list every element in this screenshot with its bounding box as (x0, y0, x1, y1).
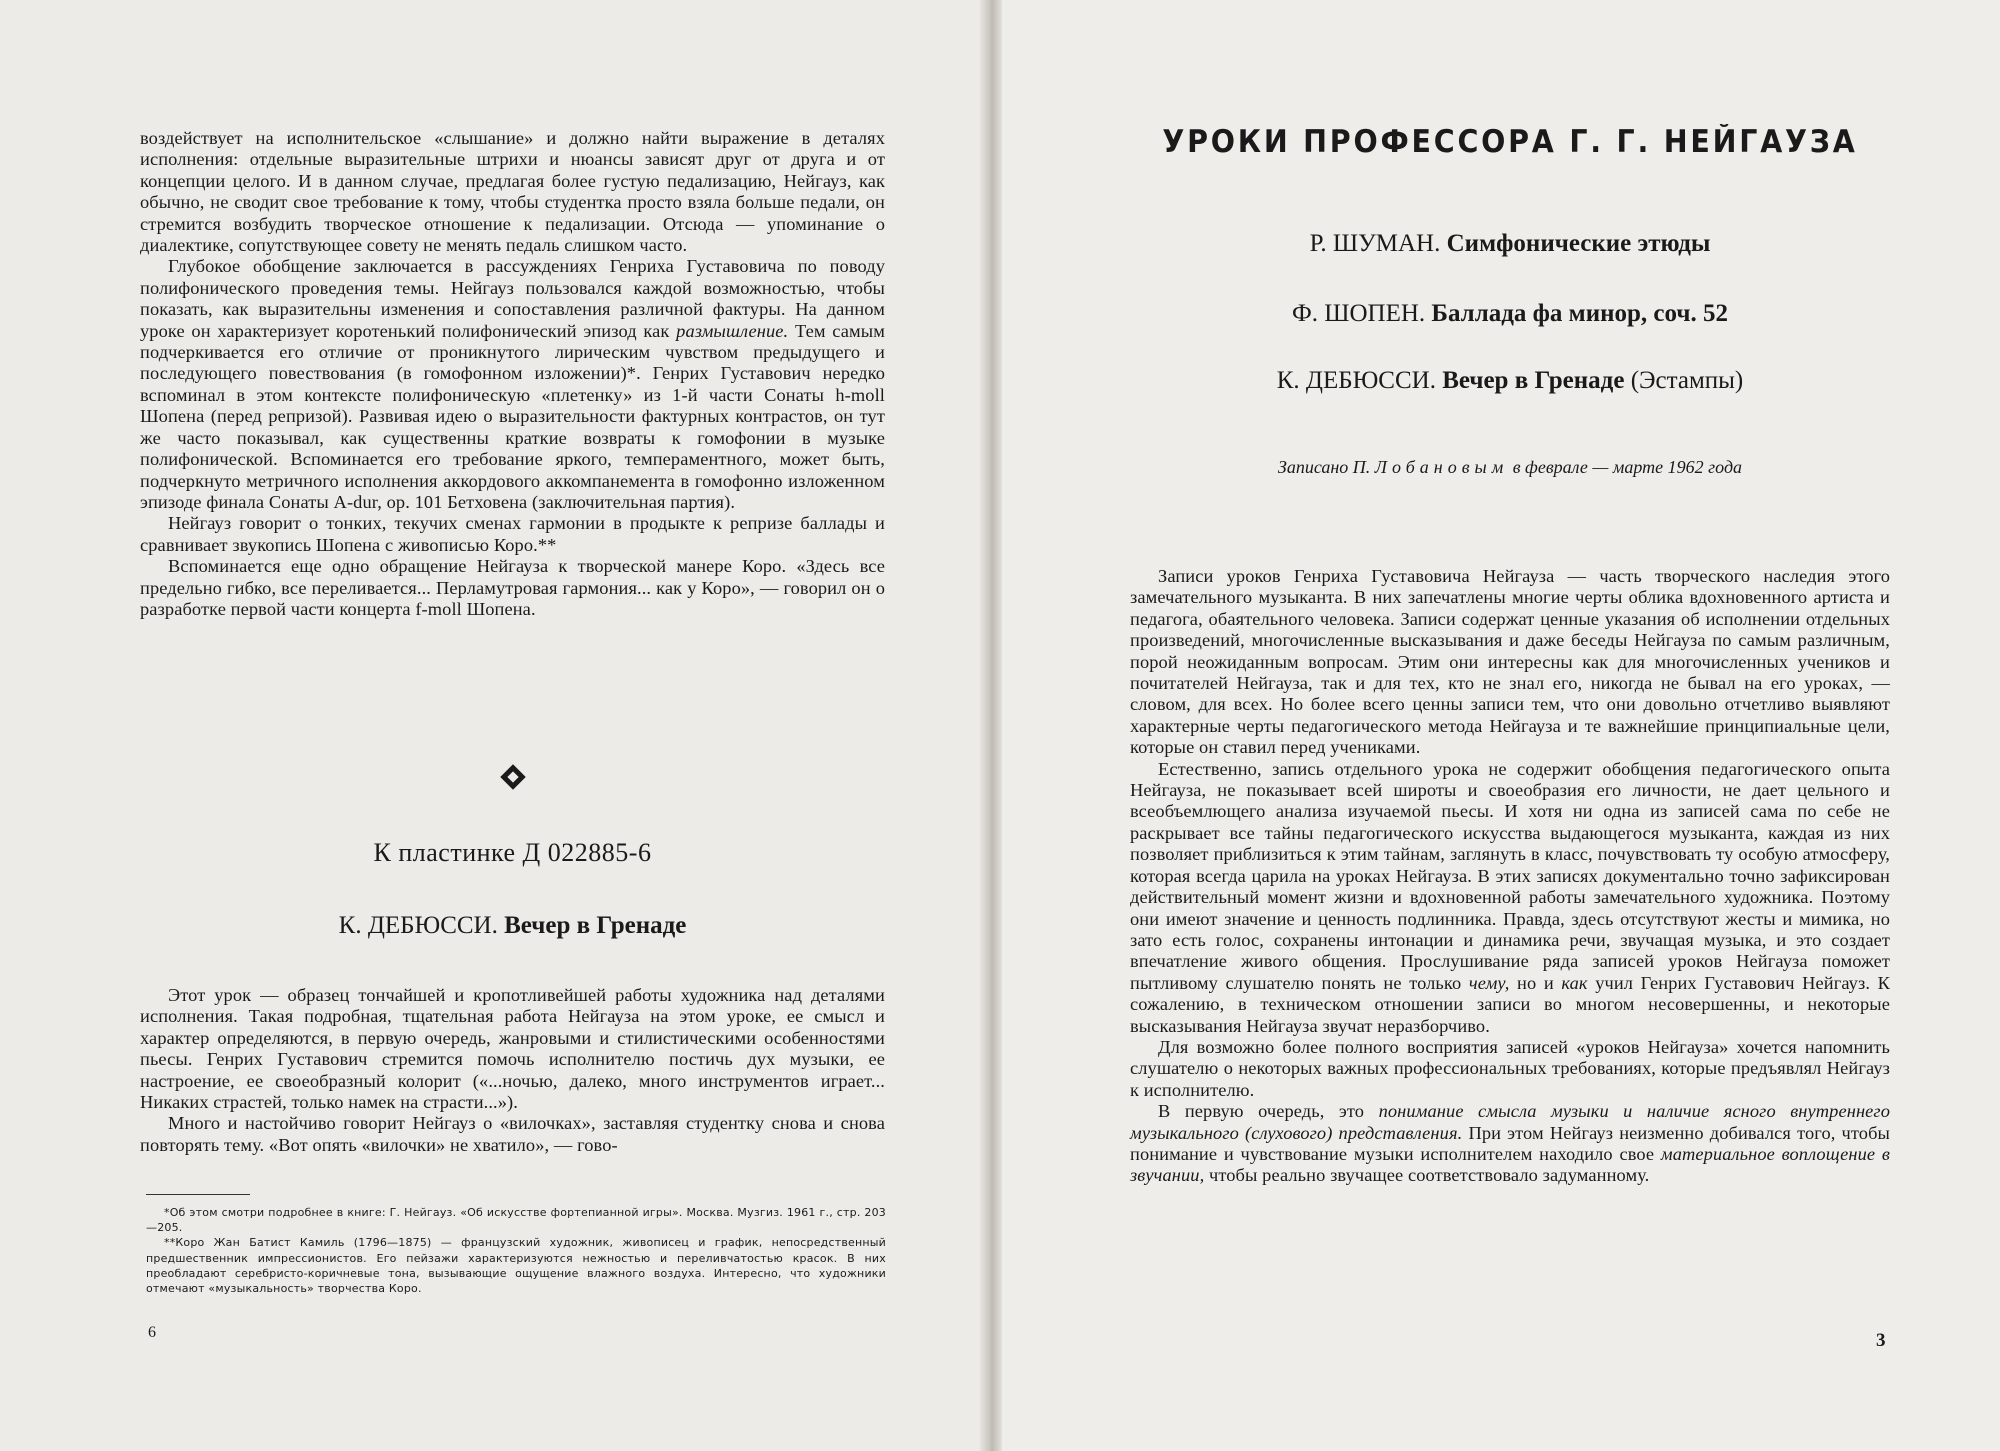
right-text-column (1130, 566, 1890, 1187)
book-gutter (980, 0, 1002, 1451)
left-paragraph: Глубокое обобщение заключается в рассуждениях Генриха Густавовича по поводу полифонического проведения темы. Нейгауз пользовался каждой возможностью, чтобы показать, как выразительны изменения и сопоставления различной фактуры. На данном уроке он характеризует коротенький полифонический эпизод как размышление. Тем самым подчеркивается его отличие от проникнутого лирическим чувством предыдущего и последующего повествования (в гомофонном изложении)*. Генрих Густавович нередко вспоминал в этом контексте полифоническую «плетенку» из 1-й части Сонаты h-moll Шопена (перед репризой). Развивая идею о выразительности фактурных контрастов, он тут же часто показывал, как существенны краткие возвраты к гомофонии в музыке полифонической. Вспоминается его требование яркого, темпераментного, может быть, подчеркнуто метричного исполнения аккордового аккомпанемента в гомофонно изложенном эпизоде финала Сонаты A-dur, op. 101 Бетховена (заключительная партия). (140, 256, 885, 512)
left-lesson-text (140, 985, 885, 1156)
footnote: *Об этом смотри подробнее в книге: Г. Нейгауз. «Об искусстве фортепианной игры». Москва. Музгиз. 1961 г., стр. 203—205. (146, 1206, 886, 1235)
composer-name: К. ДЕБЮССИ. (1276, 367, 1436, 394)
page-title: УРОКИ ПРОФЕССОРА Г. Г. НЕЙГАУЗА (1162, 124, 1858, 160)
composer-name: Р. ШУМАН. (1309, 230, 1441, 257)
page-number: 3 (1876, 1330, 1886, 1351)
right-paragraph: Естественно, запись отдельного урока не содержит обобщения педагогического опыта Нейгауза, не показывает всей широты и своеобразия его личности, не дает цельного и всеобъемлющего анализа изучаемой пьесы. И хотя ни одна из записей сама по себе не раскрывает все тайны педагогического искусства выдающегося музыканта, каждая из них позволяет приблизиться к этим тайнам, заглянуть в класс, почувствовать ту особую атмосферу, которая всегда царила на уроках Нейгауза. В этих записях документально точно зафиксирован действительный момент жизни и вдохновенной работы замечательного художника. Поэтому они имеют значение и ценность подлинника. Правда, здесь отсутствуют жесты и мимика, но зато есть голос, сохранены интонации и динамика речи, звучащая музыка, и это создает впечатление живого общения. Прослушивание ряда записей уроков Нейгауза поможет пытливому слушателю понять не только чему, но и как учил Генрих Густавович Нейгауз. К сожалению, в техническом отношении записи во многом несовершенны, и некоторые высказывания Нейгауза звучат неразборчиво. (1130, 758, 1890, 1036)
footnote: **Коро Жан Батист Камиль (1796—1875) — французский художник, живописец и график, непосредственный предшественник импрессионистов. Его пейзажи характеризуются нежностью и переливчатостью красок. В них преобладают серебристо-коричневые тона, вызывающие ощущение влажного воздуха. Интересно, что художники отмечают «музыкальность» творчества Коро. (146, 1236, 886, 1296)
right-paragraph: Для возможно более полного восприятия записей «уроков Нейгауза» хочется напомнить слушателю о некоторых важных профессиональных требованиях, которые предъявлял Нейгауз к исполнителю. (1130, 1036, 1890, 1100)
left-paragraph: Вспоминается еще одно обращение Нейгауза к творческой манере Коро. «Здесь все предельно гибко, все переливается... Перламутровая гармония... как у Коро», — говорил он о разработке первой части концерта f-moll Шопена. (140, 556, 885, 619)
work-heading (1130, 367, 1890, 395)
recording-credit: Записано П. Лобановым в феврале — марте 1962 года (1277, 457, 1743, 477)
work-title: Вечер в Гренаде (1442, 367, 1625, 394)
left-paragraph: Нейгауз говорит о тонких, текучих сменах гармонии в продыкте к репризе баллады и сравнивает звукопись Шопена с живописью Коро.** (140, 513, 885, 555)
work-heading (1130, 300, 1890, 328)
left-paragraph: Этот урок — образец тончайшей и кропотливейшей работы художника над деталями исполнения. Такая подробная, тщательная работа Нейгауза на этом уроке, ее смысл и характер определяются, в первую очередь, жанровыми и стилистическими особенностями пьесы. Генрих Густавович стремится помочь исполнителю постичь дух музыки, ее настроение, ее своеобразный колорит («...ночью, далеко, много инструментов играет... Никаких страстей, только намек на страсти...»). (140, 985, 885, 1113)
left-paragraph: Много и настойчиво говорит Нейгауз о «вилочках», заставляя студентку снова и снова повторять тему. «Вот опять «вилочки» не хватило», — гово- (140, 1113, 885, 1155)
work-title: Вечер в Гренаде (504, 912, 687, 939)
work-heading (1130, 230, 1890, 258)
work-heading (140, 912, 885, 940)
work-subtitle: (Эстампы) (1630, 367, 1744, 394)
right-paragraph: В первую очередь, это понимание смысла музыки и наличие ясного внутреннего музыкального (слухового) представления. При этом Нейгауз неизменно добивался того, чтобы понимание и чувствование музыки исполнителем находило свое материальное воплощение в звучании, чтобы реально звучащее соответствовало задуманному. (1130, 1101, 1891, 1186)
left-paragraph: воздействует на исполнительское «слышание» и должно найти выражение в деталях исполнения: отдельные выразительные штрихи и нюансы зависят друг от друга и от концепции целого. И в данном случае, предлагая более густую педализацию, Нейгауз, как обычно, не сводит свое требование к тому, чтобы студентка просто взяла больше педали, он стремится возбудить творческое отношение к педализации. Отсюда — упоминание о диалектике, сопутствующее совету не менять педаль слишком часто. (140, 128, 885, 256)
recorder-name: Лобановым (1374, 457, 1509, 477)
composer-name: Ф. ШОПЕН. (1292, 300, 1426, 327)
right-paragraph: Записи уроков Генриха Густавовича Нейгауза — часть творческого наследия этого замечательного музыканта. В них запечатлены многие черты облика вдохновенного артиста и педагога, обаятельного человека. Записи содержат ценные указания об исполнении отдельных произведений, многочисленные высказывания и даже беседы Нейгауза по самым различным, порой неожиданным вопросам. Этим они интересны как для многочисленных учеников и почитателей Нейгауза, так и для тех, кто не знал его, никогда не бывал на его уроках, — словом, для всех. Но более всего ценны записи тем, что они довольно отчетливо выявляют характерные черты педагогического метода Нейгауза и те важнейшие принципиальные цели, которые он ставил перед учениками. (1130, 566, 1890, 758)
record-heading: К пластинке Д 022885-6 (373, 838, 652, 867)
italic-term: размышление. (676, 320, 789, 341)
footnote-rule (146, 1194, 250, 1195)
work-title: Симфонические этюды (1446, 230, 1711, 257)
footnotes (146, 1205, 886, 1296)
left-text-column (140, 128, 885, 620)
composer-name: К. ДЕБЮССИ. (338, 912, 498, 939)
work-title: Баллада фа минор, соч. 52 (1431, 300, 1728, 327)
page-number: 6 (148, 1324, 156, 1341)
